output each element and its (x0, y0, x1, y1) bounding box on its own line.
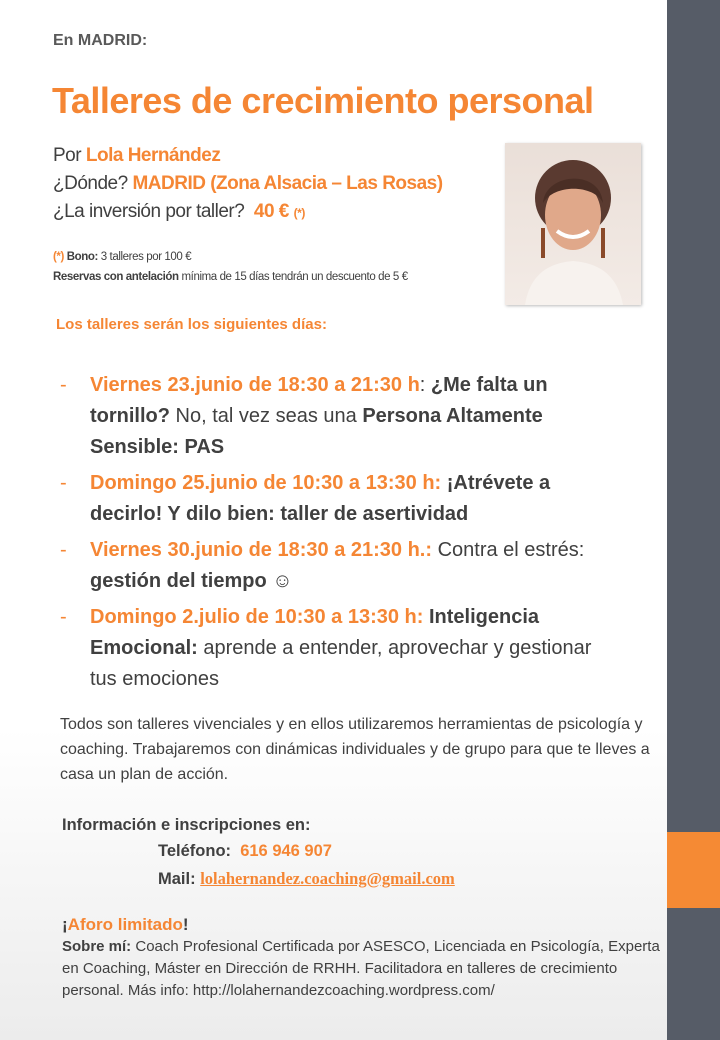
location-value: MADRID (Zona Alsacia – Las Rosas) (132, 173, 443, 194)
reserve-note (53, 271, 408, 283)
aforo-close: ! (182, 915, 189, 934)
aforo-open: ¡ (62, 915, 68, 934)
mail-label: Mail: (158, 870, 196, 888)
session-item (60, 602, 620, 695)
session-date: Viernes 23.junio de 18:30 a 21:30 h (90, 374, 420, 396)
session-text: ¡Atrévete a decirlo! Y dilo bien: taller de asertividad (90, 472, 551, 525)
dash-bullet: - (60, 374, 67, 396)
aforo-line (62, 914, 662, 936)
price-note: (*) (293, 206, 305, 220)
session-date: Viernes 30.junio de 18:30 a 21:30 h.: (90, 539, 433, 561)
about-body: Coach Profesional Certificada por ASESCO, Licenciada en Psicología, Experta en Coaching, Máster en Dirección de RRHH. Facilitadora en talleres de crecimiento personal. Más info: http://lolahernandezcoaching.wordpress.com/ (62, 938, 660, 999)
price-label: ¿La inversión por taller? (53, 201, 245, 222)
contact-section (62, 814, 455, 893)
contact-heading: Información e inscripciones en: (62, 816, 311, 834)
session-text: aprende a entender, aprovechar y gestionar tus emociones (90, 637, 592, 690)
author-name: Lola Hernández (85, 145, 221, 166)
reserve-label: Reservas con antelación (53, 271, 179, 283)
session-text: Inteligencia Emocional: (90, 606, 540, 659)
price-value: 40 € (253, 201, 289, 222)
session-item (60, 468, 620, 530)
star-mark: (*) (53, 251, 64, 263)
price-line (53, 201, 305, 223)
dash-bullet: - (60, 539, 67, 561)
session-text: No, tal vez seas una (169, 405, 363, 427)
aforo-text: Aforo limitado (67, 915, 183, 934)
session-list (60, 370, 620, 700)
bono-text: 3 talleres por 100 € (100, 251, 192, 263)
author-line (53, 145, 220, 167)
side-accent-block (667, 832, 720, 908)
phone-row (158, 838, 455, 865)
session-text: : (419, 374, 431, 396)
by-label: Por (53, 145, 82, 166)
email-link[interactable]: lolahernandez.coaching@gmail.com (200, 869, 455, 888)
session-item (60, 535, 620, 597)
author-photo (505, 143, 641, 305)
about-label: Sobre mí: (62, 938, 132, 955)
phone-label: Teléfono: (158, 842, 232, 860)
dash-bullet: - (60, 472, 67, 494)
session-text: Persona Altamente Sensible: PAS (90, 405, 543, 458)
mail-row (158, 865, 455, 893)
about-text (62, 936, 662, 1002)
description: Todos son talleres vivenciales y en ellos utilizaremos herramientas de psicología y coaching. Trabajaremos con dinámicas individuales y de grupo para que te lleves a casa un plan de acción. (60, 716, 650, 783)
location-line (53, 173, 443, 195)
city-label: En MADRID: (53, 32, 148, 49)
session-date: Domingo 2.julio de 10:30 a 13:30 h: (90, 606, 424, 628)
session-text: ¿Me falta un tornillo? (90, 374, 548, 427)
where-label: ¿Dónde? (53, 173, 128, 194)
days-heading: Los talleres serán los siguientes días: (56, 316, 327, 333)
footer (62, 914, 662, 1002)
dash-bullet: - (60, 606, 67, 628)
page-title: Talleres de crecimiento personal (52, 80, 594, 121)
session-item (60, 370, 620, 463)
reserve-text: mínima de 15 días tendrán un descuento de 5 € (181, 271, 408, 283)
phone-number[interactable]: 616 946 907 (240, 842, 332, 860)
bono-note (53, 251, 191, 263)
bono-label: Bono: (66, 251, 98, 263)
session-text: ☺ (266, 570, 293, 592)
session-text: gestión del tiempo (90, 570, 267, 592)
session-text: Contra el estrés: (432, 539, 585, 561)
session-date: Domingo 25.junio de 10:30 a 13:30 h: (90, 472, 442, 494)
